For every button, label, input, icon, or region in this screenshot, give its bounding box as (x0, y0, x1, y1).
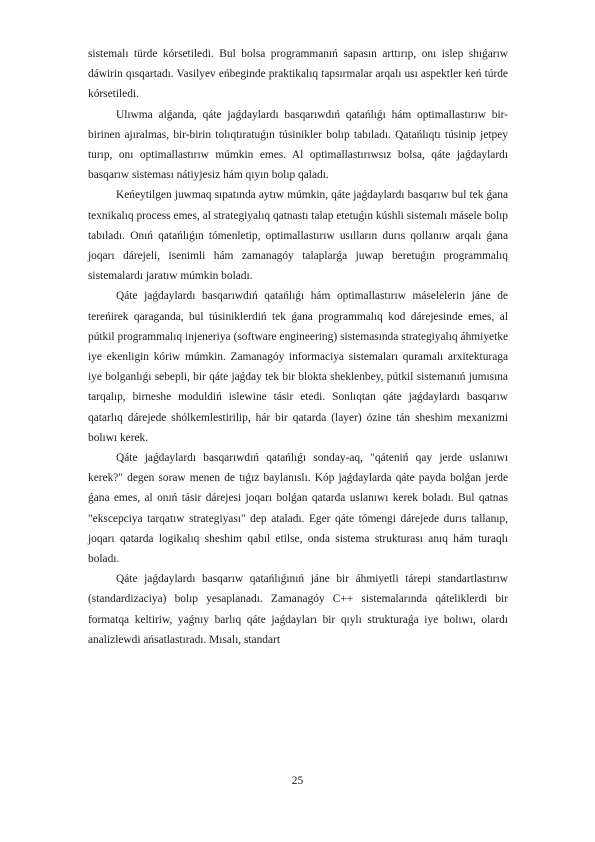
paragraph-1: sistemalı türde kórsetiledi. Bul bolsa programmanıń sapasın arttırıp, onı islep shıǵarıw dáwirin qısqartadı. Vasilyev eńbeginde praktikalıq tapsırmalar arqalı usı aspektler keń túrde kórsetiledi. (88, 48, 508, 101)
document-page (88, 44, 508, 650)
paragraph-6: Qáte jaǵdaylardı basqarıw qatańlıǵınıń jáne bir áhmiyetli tárepi standartlastırıw (standardizaciya) bolıp yesaplanadı. Zamanagóy C++ sistemalarında qáteliklerdi bir formatqa keltiriw, yaǵnıy barlıq qáte jaǵdayları bir qıylı strukturaǵa iye bolıwı, olardı analizlewdi ańsatlastıradı. Mısalı, standart (88, 573, 508, 646)
page-number: 25 (291, 775, 304, 787)
paragraph-4: Qáte jaǵdaylardı basqarıwdıń qatańlıǵı hám optimallastırıw máselelerin jáne de tereńirek qaraganda, bul túsiniklerdiń tek ǵana programmalıq kod dárejesinde emes, al pútkil programmalıq injeneriya (software engineering) sistemasında strategiyalıq áhmiyetke iye ekenligin kóriw múmkin. Zamanagóy informaciya sistemaları quramalı arxitekturaga iye bolganlıǵı sebepli, bir qáte jaǵday tek bir blokta sheklenbey, pútkil sistemanıń jumısına tarqalıp, birneshe moduldiń islewine tásir etedi. Sonlıqtan qáte jaǵdaylardı basqarıw qatarlıq dárejede shólkemlestirilip, hár bir qatarda (layer) ózine tán sheshim mexanizmi bolıwı kerek. (88, 290, 508, 444)
paragraph-3: Keńeytilgen juwmaq sıpatında aytıw múmkin, qáte jaǵdaylardı basqarıw bul tek ǵana texnikalıq process emes, al strategiyalıq qatnastı talap etetuǵın kúshli sistemalı másele bolıp tabıladı. Onıń qatańlıǵın tómenletip, optimallastırıw usılların durıs qollanıw arqalı ǵana joqarı dárejeli, isenimli hám zamanagóy talaplarǵa juwap beretuǵın programmalıq sistemalardı jaratıw múmkin boladı. (88, 189, 508, 283)
paragraph-2: Ulıwma alǵanda, qáte jaǵdaylardı basqarıwdıń qatańlıǵı hám optimallastırıw bir-birinen ajıralmas, bir-birin tolıqtıratuǵın túsinikler bolıp tabıladı. Qatańlıqtı túsinip jetpey turıp, onı optimallastırıw múmkin emes. Al optimallastırıwsız bolsa, qáte jaǵdaylardı basqarıw sisteması nátiyjesiz hám qıyın bolıp qaladı. (88, 108, 508, 182)
paragraph-5: Qáte jaǵdaylardı basqarıwdıń qatańlıǵı sonday-aq, "qáteniń qay jerde uslanıwı kerek?" degen soraw menen de tıǵız baylanıslı. Kóp jaǵdaylarda qáte payda bolǵan jerde ǵana emes, al onıń tásir dárejesi joqarı bolǵan qatarda uslanıwı kerek boladı. Bul qatnas "ekscepciya tarqatıw strategiyası" dep ataladı. Eger qáte tómengi dárejede durıs tallanıp, joqarı qatarda logikalıq sheshim qabıl etilse, onda sistema strukturası anıq hám turaqlı boladı. (88, 452, 508, 566)
